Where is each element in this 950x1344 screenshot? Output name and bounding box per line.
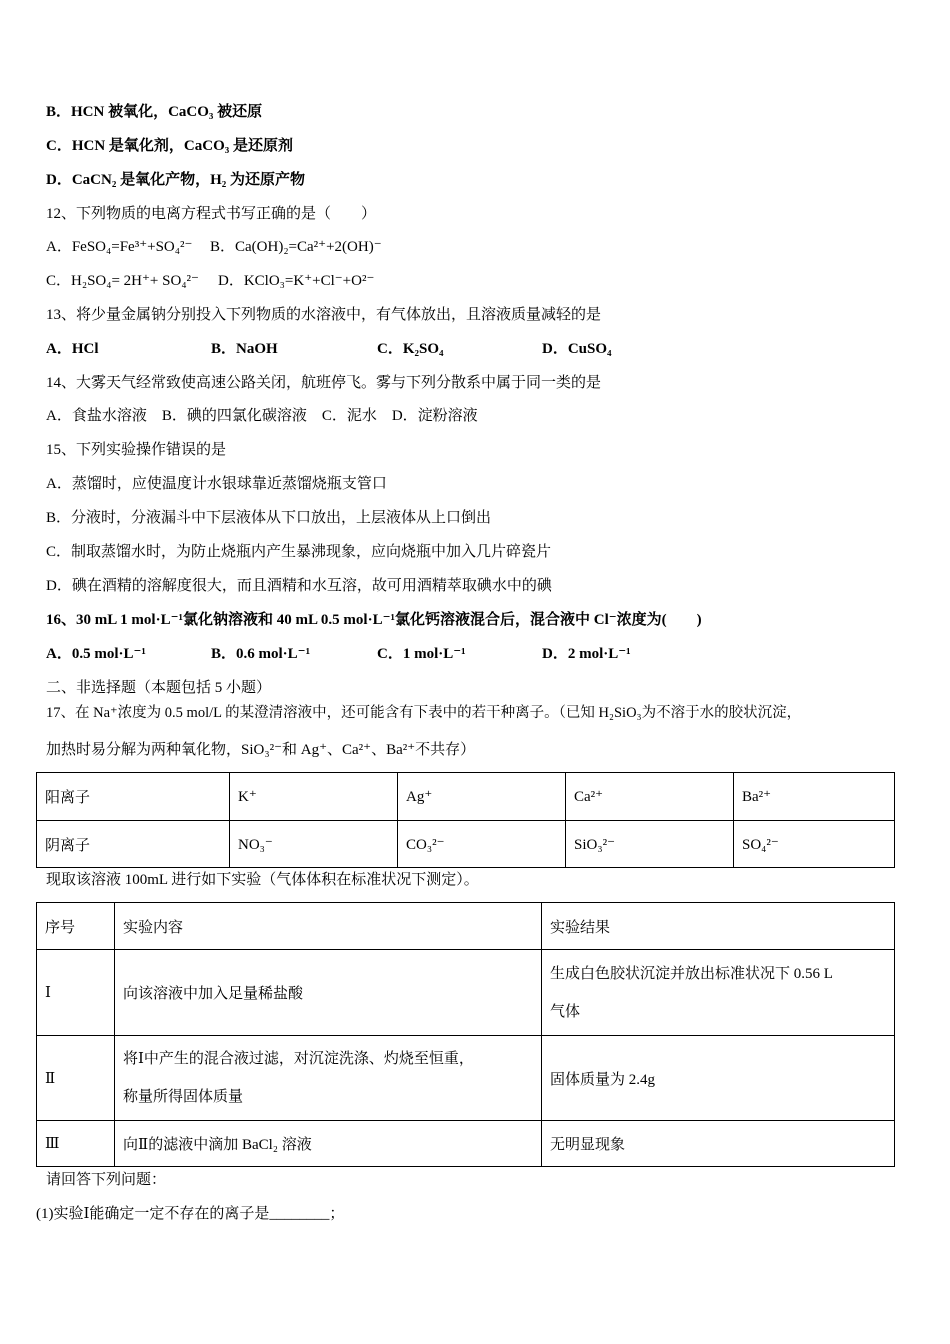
q15-option-c: C．制取蒸馏水时，为防止烧瓶内产生暴沸现象，应向烧瓶中加入几片碎瓷片 (46, 544, 552, 560)
q16-option-c: C．1 mol·L⁻¹ (377, 646, 466, 662)
cell (115, 1036, 542, 1121)
header-cell: 序号 (37, 903, 115, 950)
sub-question-1: (1)实验Ⅰ能确定一定不存在的离子是________； (36, 1206, 345, 1222)
experiment-table (36, 902, 895, 1167)
q16-option-b: B．0.6 mol·L⁻¹ (211, 646, 311, 662)
header-cell: 实验结果 (542, 903, 895, 950)
q13-option-c: C．K₂SO₄ (377, 341, 444, 357)
ion-row-anions (37, 821, 895, 868)
cell: SiO₃²⁻ (566, 821, 734, 868)
cell-line: 气体 (550, 1003, 581, 1020)
experiment-intro: 现取该溶液 100mL 进行如下实验（气体体积在标准状况下测定）。 (46, 872, 479, 888)
q13-stem: 13、将少量金属钠分别投入下列物质的水溶液中，有气体放出，且溶液质量减轻的是 (46, 307, 602, 323)
ion-row-cations (37, 773, 895, 821)
cell: 固体质量为 2.4g (542, 1036, 895, 1121)
q14-options: A．食盐水溶液 B．碘的四氯化碳溶液 C．泥水 D．淀粉溶液 (46, 408, 478, 424)
q15-stem: 15、下列实验操作错误的是 (46, 442, 227, 458)
q13-option-d: D．CuSO₄ (542, 341, 612, 357)
cell: 向该溶液中加入足量稀盐酸 (115, 950, 542, 1036)
q11-option-b: B．HCN 被氧化，CaCO₃ 被还原 (46, 104, 263, 120)
q11-option-c: C．HCN 是氧化剂，CaCO₃ 是还原剂 (46, 138, 293, 154)
cell: NO₃⁻ (230, 821, 398, 868)
q12-option-c: C．H₂SO₄= 2H⁺+ SO₄²⁻ (46, 273, 199, 289)
cell: Ba²⁺ (734, 773, 895, 821)
cell: Ⅲ (37, 1121, 115, 1167)
cell: K⁺ (230, 773, 398, 821)
ion-table (36, 772, 895, 868)
q12-option-a: A．FeSO₄=Fe³⁺+SO₄²⁻ (46, 239, 193, 255)
q16-option-d: D．2 mol·L⁻¹ (542, 646, 631, 662)
section-heading: 二、非选择题（本题包括 5 小题） (46, 680, 272, 696)
cell: Ⅱ (37, 1036, 115, 1121)
cell: Ca²⁺ (566, 773, 734, 821)
table-row (37, 950, 895, 1036)
q16-stem: 16、30 mL 1 mol·L⁻¹氯化钠溶液和 40 mL 0.5 mol·L⁻¹氯化钙溶液混合后，混合液中 Cl⁻浓度为( ) (46, 612, 702, 628)
cell: 无明显现象 (542, 1121, 895, 1167)
cell: 阴离子 (37, 821, 230, 868)
cell (542, 950, 895, 1036)
table-row (37, 1036, 895, 1121)
q17-stem-line2: 加热时易分解为两种氧化物，SiO₃²⁻和 Ag⁺、Ca²⁺、Ba²⁺不共存） (46, 742, 476, 758)
cell: SO₄²⁻ (734, 821, 895, 868)
cell-line: 将Ⅰ中产生的混合液过滤，对沉淀洗涤、灼烧至恒重， (123, 1051, 474, 1067)
table-header (37, 903, 895, 950)
q12-option-b: B．Ca(OH)₂=Ca²⁺+2(OH)⁻ (210, 239, 382, 255)
cell: 向Ⅱ的滤液中滴加 BaCl₂ 溶液 (115, 1121, 542, 1167)
q11-option-d: D．CaCN₂ 是氧化产物，H₂ 为还原产物 (46, 172, 305, 188)
q16-option-a: A．0.5 mol·L⁻¹ (46, 646, 146, 662)
cell-line: 称量所得固体质量 (123, 1089, 244, 1105)
header-cell: 实验内容 (115, 903, 542, 950)
q17-stem-line1: 17、在 Na⁺浓度为 0.5 mol/L 的某澄清溶液中，还可能含有下表中的若干种离子。（已知 H₂SiO₃为不溶于水的胶状沉淀， (46, 705, 802, 721)
q12-stem: 12、下列物质的电离方程式书写正确的是（ ） (46, 206, 377, 222)
cell: Ⅰ (37, 950, 115, 1036)
ask-text: 请回答下列问题： (46, 1172, 167, 1188)
table-row (37, 1121, 895, 1167)
q12-option-d: D．KClO₃=K⁺+Cl⁻+O²⁻ (218, 273, 375, 289)
q13-option-b: B．NaOH (211, 341, 278, 357)
q13-option-a: A．HCl (46, 341, 99, 357)
q15-option-d: D．碘在酒精的溶解度很大，而且酒精和水互溶，故可用酒精萃取碘水中的碘 (46, 578, 552, 594)
cell: CO₃²⁻ (398, 821, 566, 868)
q15-option-a: A．蒸馏时，应使温度计水银球靠近蒸馏烧瓶支管口 (46, 476, 387, 492)
cell: Ag⁺ (398, 773, 566, 821)
cell-line: 生成白色胶状沉淀并放出标准状况下 0.56 L (550, 965, 833, 982)
cell: 阳离子 (37, 773, 230, 821)
q15-option-b: B．分液时，分液漏斗中下层液体从下口放出，上层液体从上口倒出 (46, 510, 492, 526)
q14-stem: 14、大雾天气经常致使高速公路关闭，航班停飞。雾与下列分散系中属于同一类的是 (46, 375, 602, 391)
